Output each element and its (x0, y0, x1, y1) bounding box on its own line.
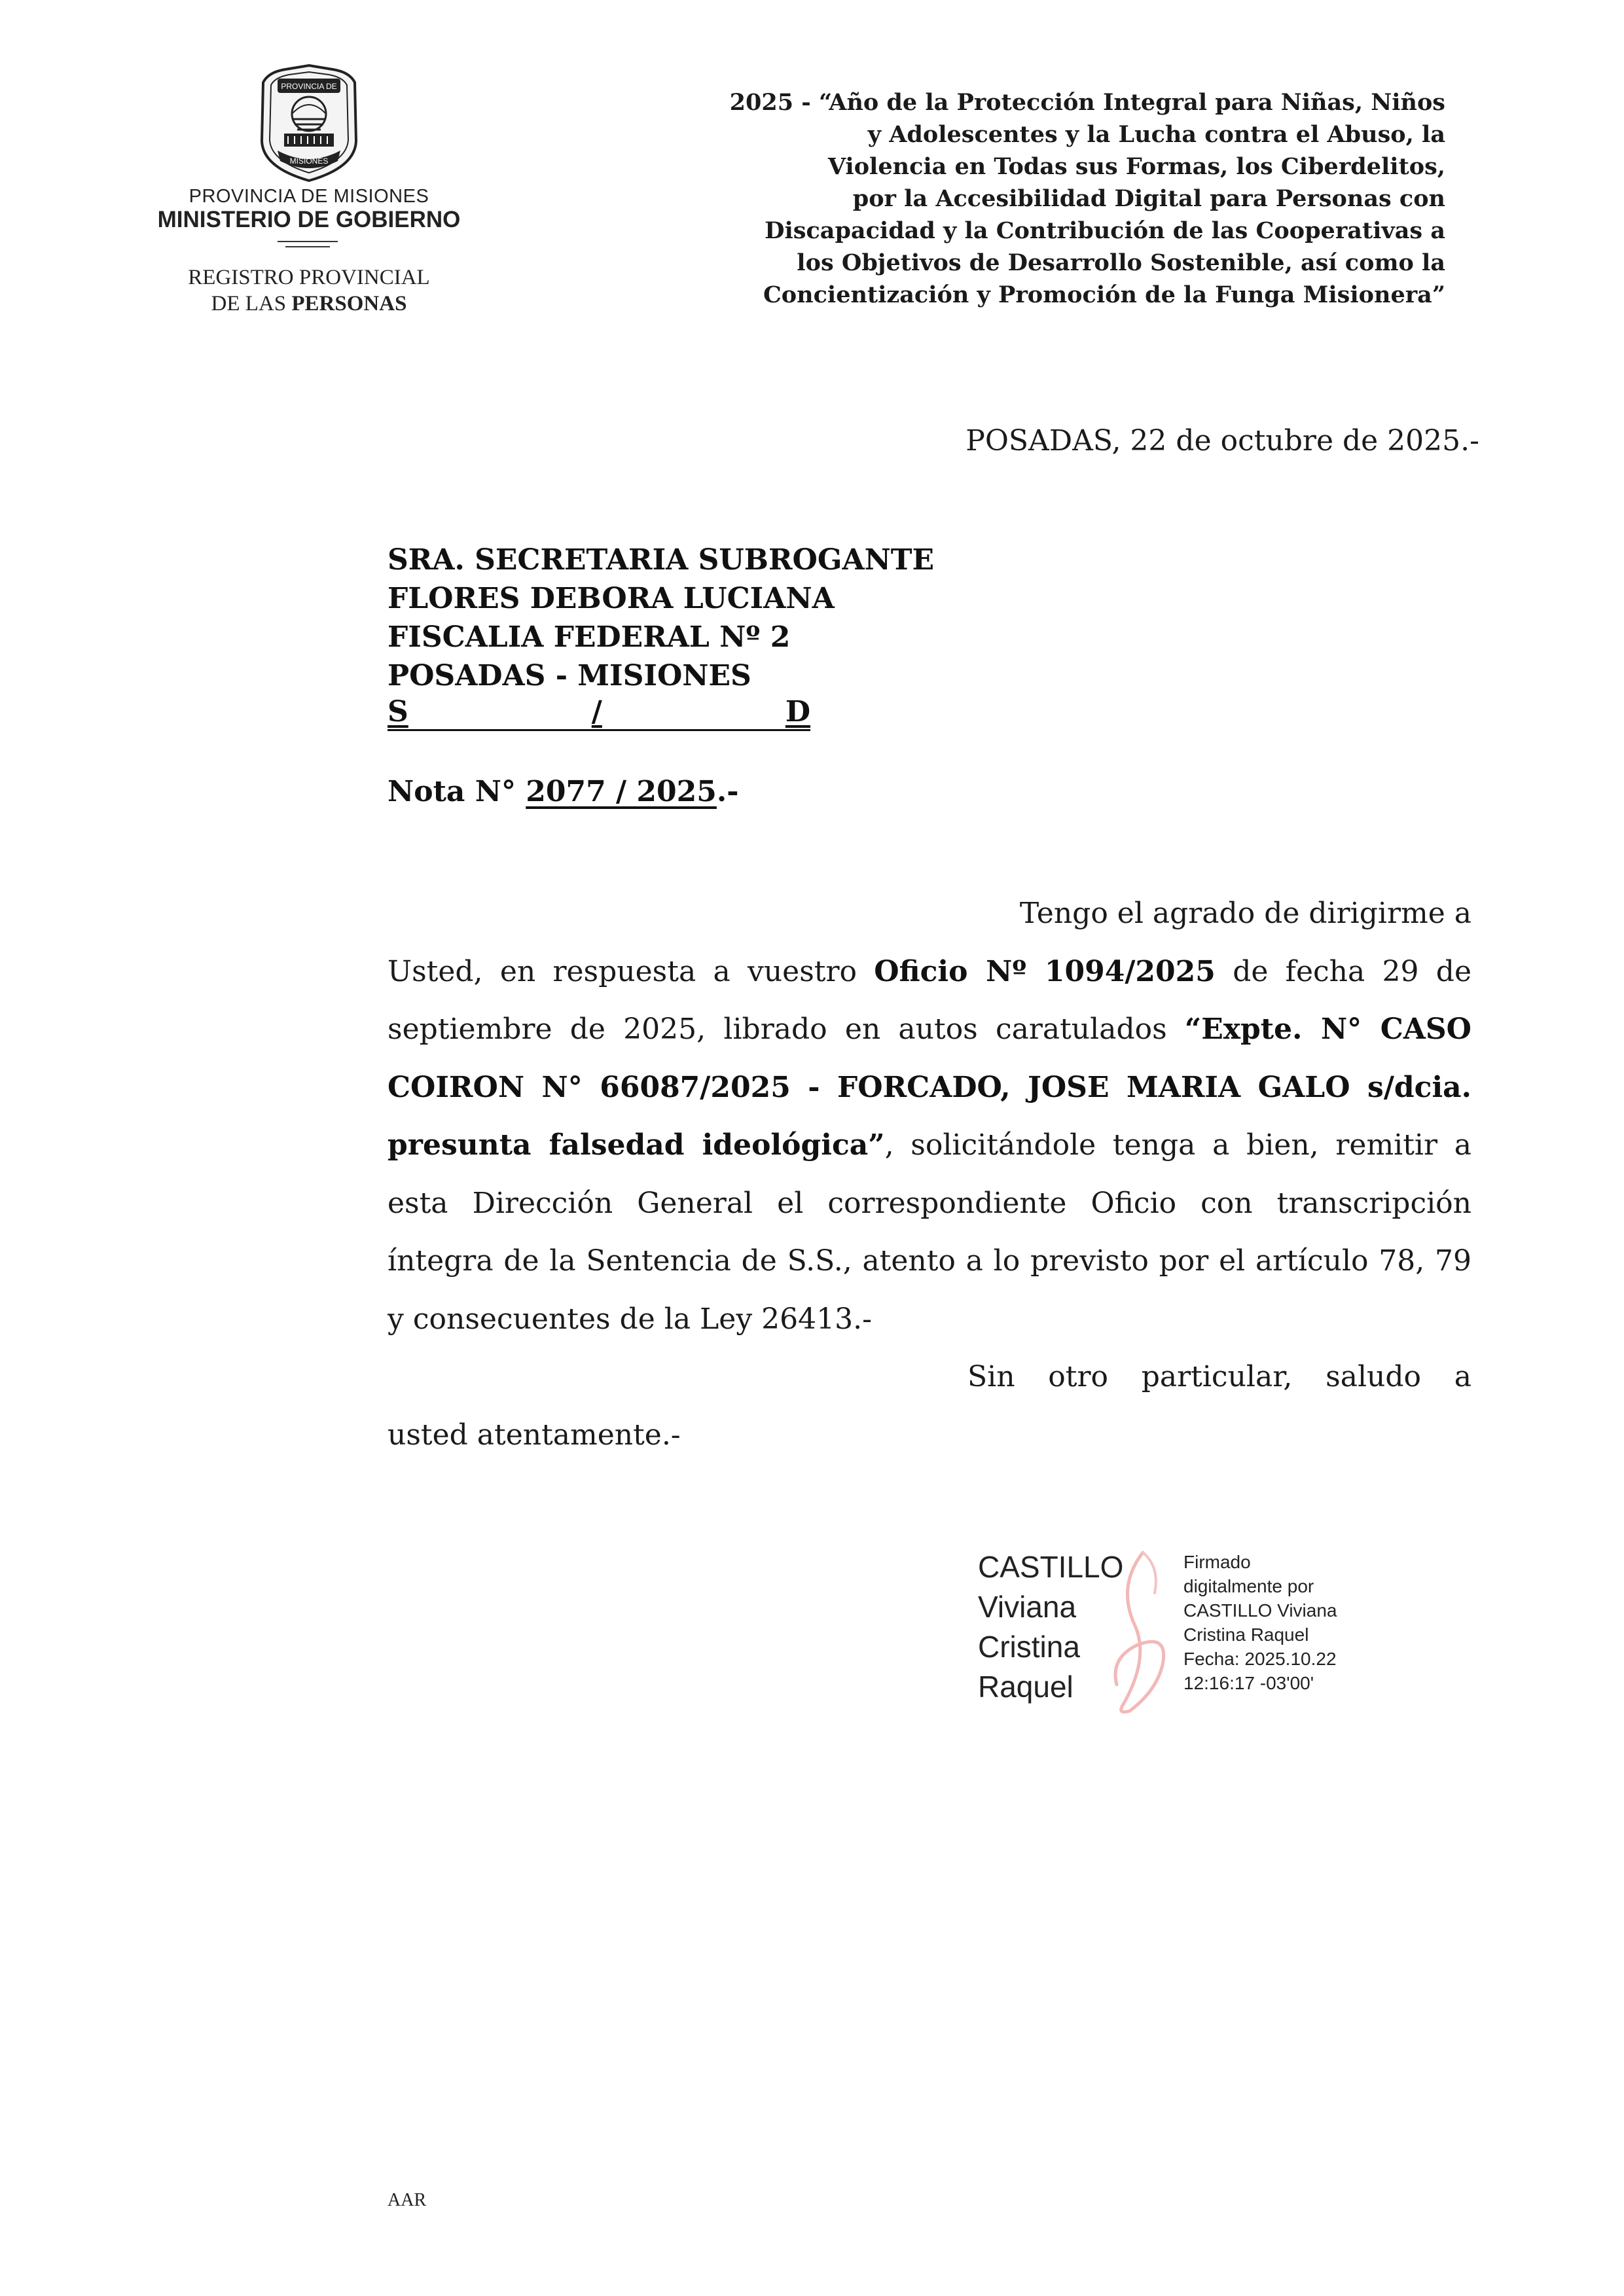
closing-line-1-wrap (388, 1348, 1471, 1407)
digital-signature-icon (1097, 1547, 1189, 1717)
crest-text-bottom: MISIONES (289, 156, 329, 166)
sd-slash: / (591, 695, 602, 728)
registry-name (157, 264, 461, 317)
recipient-block (388, 541, 1173, 731)
sd-s: S (388, 695, 408, 728)
registry-line-1: REGISTRO PROVINCIAL (188, 266, 430, 289)
typist-initials: AAR (388, 2190, 427, 2210)
closing-line-1: Sin otro particular, saludo a (967, 1360, 1471, 1393)
signature-detail-line: Cristina Raquel (1183, 1624, 1309, 1645)
closing-line-2: usted atentamente.- (388, 1418, 681, 1452)
body-paragraph (388, 885, 1471, 1348)
signature-detail-line: Fecha: 2025.10.22 (1183, 1649, 1337, 1669)
motto-line: por la Accesibilidad Digital para Personas con (852, 185, 1445, 212)
year-motto (589, 86, 1445, 311)
recipient-line-name: FLORES DEBORA LUCIANA (388, 582, 835, 615)
body-case-title: “Expte. N° CASO COIRON N° 66087/2025 - FORCADO, JOSE MARIA GALO s/dcia. presunta falsedad ideológica” (388, 1013, 1471, 1162)
crest-text-top: PROVINCIA DE (281, 82, 337, 91)
body-opening: Tengo el agrado de dirigirme a (1019, 897, 1471, 930)
body-text-3: , solicitándole tenga a bien, remitir a esta Dirección General el correspondiente Oficio con transcripción íntegra de la Sentencia de S.S., atento a lo previsto por el artículo 78, 79 y consecuentes de la Ley 26413.- (388, 1128, 1471, 1336)
registry-line-2 (157, 291, 461, 317)
provincial-crest-logo (251, 63, 367, 183)
note-suffix: .- (716, 775, 739, 808)
sd-d: D (785, 695, 810, 728)
signer-name-line: Viviana (978, 1590, 1077, 1624)
note-number (388, 775, 1173, 808)
ministry-divider (278, 241, 338, 242)
signer-name-line: Raquel (978, 1670, 1074, 1704)
signature-detail-line: Firmado (1183, 1552, 1251, 1572)
motto-line: 2025 - “Año de la Protección Integral para Niñas, Niños (729, 89, 1445, 116)
signer-name-line: Cristina (978, 1630, 1080, 1664)
closing-paragraph (388, 1348, 1471, 1464)
signer-name-line: CASTILLO (978, 1550, 1124, 1584)
signature-detail-line: 12:16:17 -03'00' (1183, 1673, 1314, 1693)
signature-details (1183, 1550, 1380, 1695)
ministry-name: MINISTERIO DE GOBIERNO (157, 207, 461, 232)
body-oficio-ref: Oficio Nº 1094/2025 (874, 954, 1216, 988)
recipient-line-title: SRA. SECRETARIA SUBROGANTE (388, 543, 935, 577)
motto-line: Discapacidad y la Contribución de las Cooperativas a (765, 217, 1445, 244)
motto-line: los Objetivos de Desarrollo Sostenible, así como la (797, 249, 1445, 276)
signature-detail-line: digitalmente por (1183, 1576, 1314, 1596)
body-text-1: Usted, en respuesta a vuestro (388, 954, 875, 988)
note-value: 2077 / 2025 (526, 775, 717, 808)
registry-line-2-bold: PERSONAS (291, 292, 407, 315)
note-label: Nota N° (388, 775, 526, 808)
ministry-divider-short (285, 246, 330, 247)
ministry-province: PROVINCIA DE MISIONES (189, 186, 429, 207)
recipient-line-office: FISCALIA FEDERAL Nº 2 (388, 620, 791, 654)
motto-line: Concientización y Promoción de la Funga Misionera” (763, 281, 1445, 308)
motto-line: y Adolescentes y la Lucha contra el Abuso, la (867, 121, 1445, 148)
body-text-2: de fecha 29 de septiembre de 2025, librado en autos caratulados (388, 954, 1471, 1046)
document-date: POSADAS, 22 de octubre de 2025.- (965, 424, 1479, 457)
signature-detail-line: CASTILLO Viviana (1183, 1600, 1337, 1621)
recipient-sd (388, 695, 810, 731)
recipient-line-city: POSADAS - MISIONES (388, 659, 751, 692)
motto-line: Violencia en Todas sus Formas, los Ciberdelitos, (827, 153, 1445, 180)
registry-line-2-prefix: DE LAS (211, 292, 292, 315)
